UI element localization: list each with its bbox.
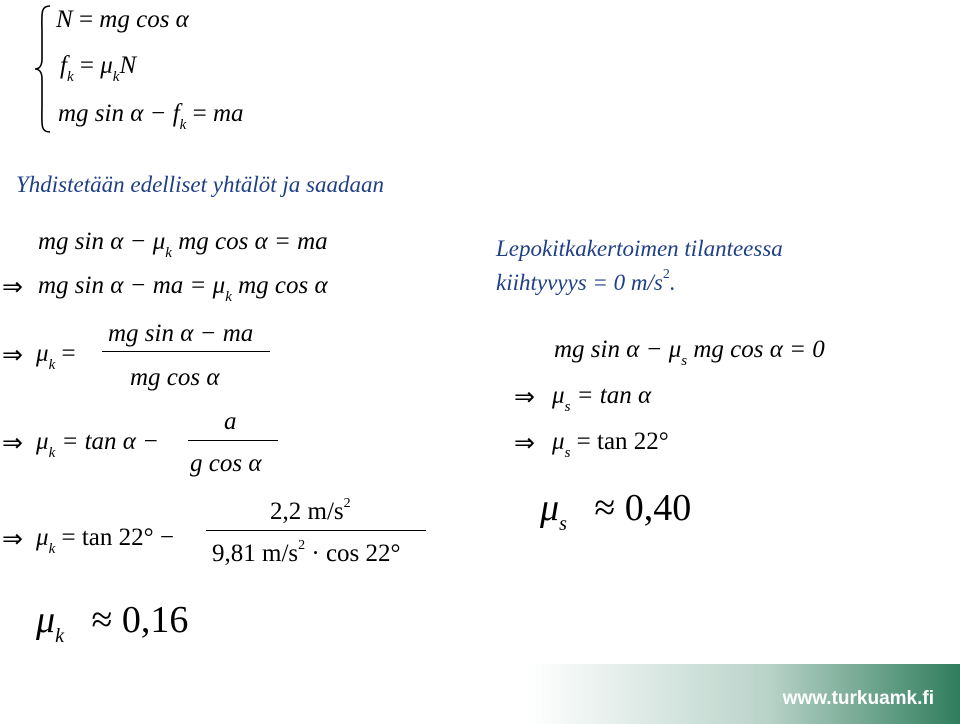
left-row-3-numerator: mg sin α − ma: [108, 320, 254, 347]
right-row-3: $\mu_s = \tan 22^\circ$: [552, 428, 669, 461]
left-row-5-lhs: $\mu_k = \tan 22^\circ$ −: [36, 524, 174, 557]
implies-symbol: ⇒: [2, 272, 23, 301]
combine-text: Yhdistetään edelliset yhtälöt ja saadaan: [16, 172, 384, 197]
left-row-1: mg $\sin \alpha - \mu_k$ mg cos α = ma: [38, 228, 328, 261]
implies-symbol: ⇒: [2, 428, 23, 457]
system-eq-2: $f_k = \mu_kN$: [60, 52, 137, 85]
right-intro-line-2: kiihtyvyys = 0 $m/s^2$.: [496, 267, 676, 295]
left-row-4-denominator: g cos α: [190, 450, 262, 477]
right-intro-line-1: Lepokitkakertoimen tilanteessa: [496, 236, 783, 261]
system-eq-1: N = mg cos α: [56, 6, 189, 33]
left-row-4-numerator: a: [224, 408, 237, 435]
implies-symbol: ⇒: [2, 340, 23, 369]
implies-symbol: ⇒: [514, 382, 535, 411]
implies-symbol: ⇒: [2, 524, 23, 553]
left-result: $\mu_k \approx 0,16$: [36, 599, 189, 647]
system-brace: [34, 4, 52, 134]
left-row-4-lhs: $\mu_k = \tan \alpha$ −: [36, 428, 160, 461]
left-row-2: mg sin α − ma = $\mu_k$ mg cos α: [38, 272, 328, 305]
left-row-3-lhs: $\mu_k$ =: [36, 340, 76, 373]
right-row-2: $\mu_s = \tan \alpha$: [552, 382, 652, 415]
system-eq-3: mg $\sin \alpha - f_k$ = ma: [58, 100, 244, 133]
left-row-3-denominator: mg cos α: [130, 364, 220, 391]
fraction-bar: [102, 351, 270, 352]
left-row-5-numerator: 2,2 $m/s^2$: [270, 496, 351, 525]
right-row-1: mg $\sin \alpha - \mu_s$ mg cos α = 0: [554, 336, 825, 369]
footer-url[interactable]: www.turkuamk.fi: [782, 688, 934, 709]
right-result: $\mu_s \approx 0,40$: [540, 487, 692, 535]
implies-symbol: ⇒: [514, 428, 535, 457]
left-row-5-denominator: 9,81 $m/s^2 \cdot \cos 22^\circ$: [212, 538, 401, 567]
fraction-bar: [206, 530, 426, 531]
fraction-bar: [188, 440, 278, 441]
